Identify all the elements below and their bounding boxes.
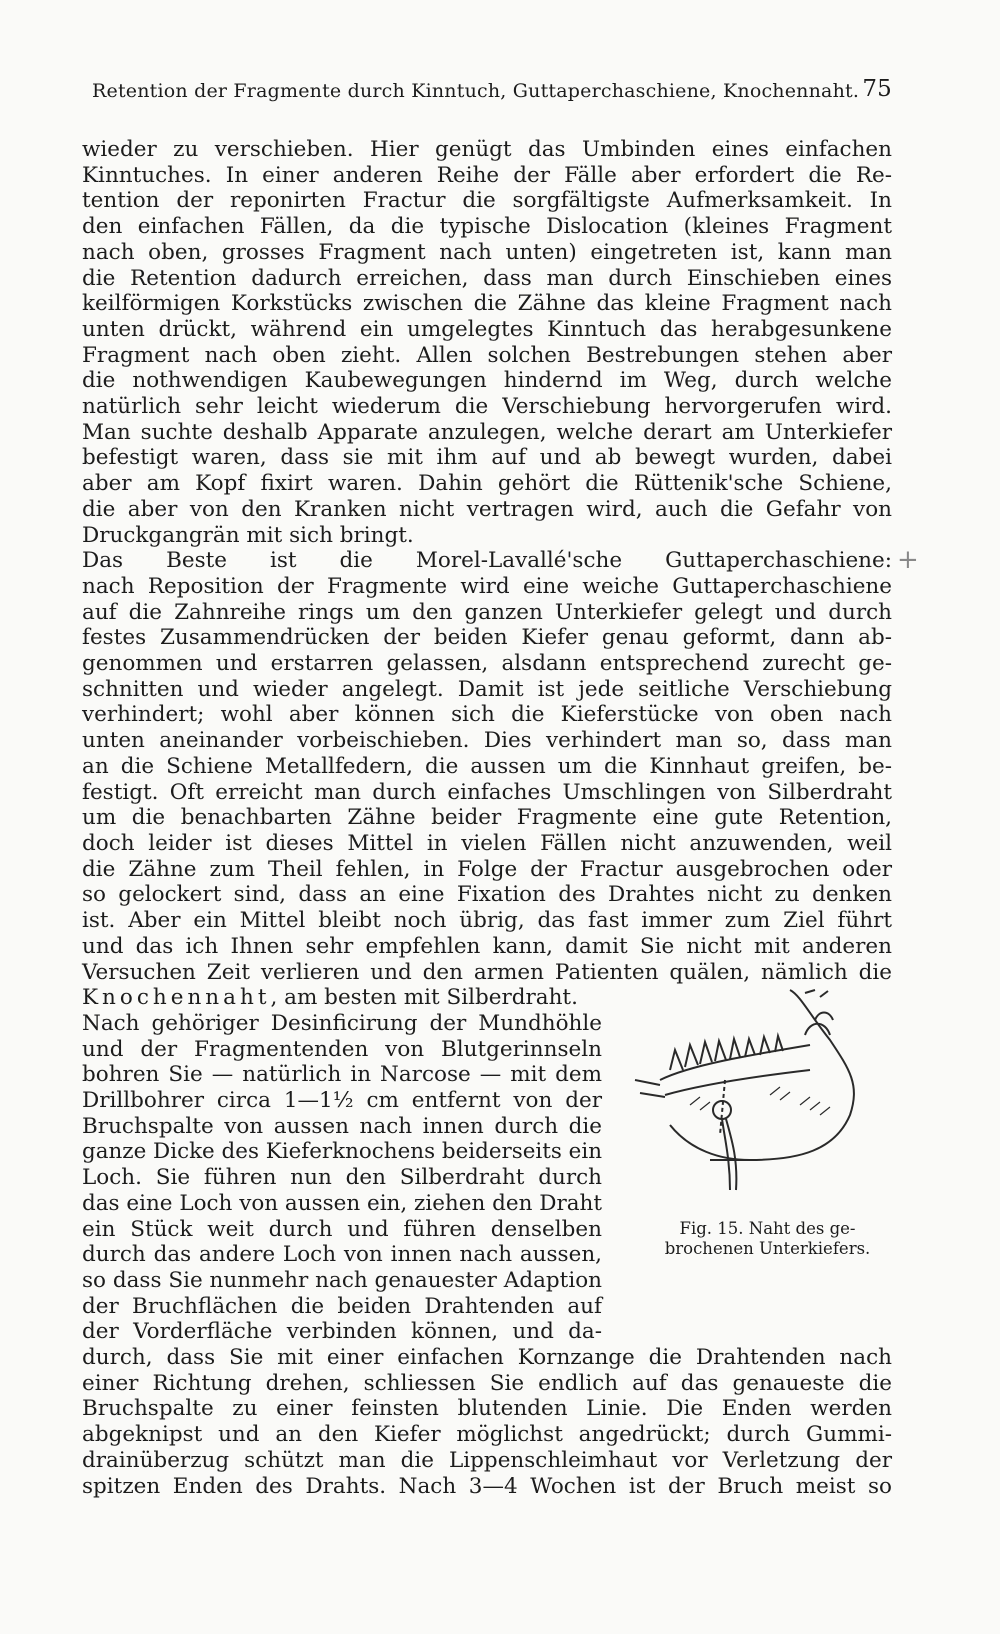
figure-caption-line-2: brochenen Unterkiefers. (664, 1239, 871, 1258)
text-line: genommen und erstarren gelassen, alsdann entsprechend zurecht ge- (82, 651, 892, 677)
text-line: Loch. Sie führen nun den Silberdraht durch (82, 1165, 602, 1191)
text-line: Kinntuches. In einer anderen Reihe der Fälle aber erfordert die Re- (82, 162, 892, 188)
text-line: nach Reposition der Fragmente wird eine weiche Guttaperchaschiene (82, 573, 892, 599)
text-line: natürlich sehr leicht wiederum die Verschiebung hervorgerufen wird. (82, 394, 892, 420)
text-line: keilförmigen Korkstücks zwischen die Zähne das kleine Fragment nach (82, 291, 892, 317)
text-line: der Vorderfläche verbinden können, und da- (82, 1319, 602, 1345)
text-line: Druckgangrän mit sich bringt. (82, 522, 414, 548)
text-line: Bruchspalte zu einer feinsten blutenden Linie. Die Enden werden (82, 1396, 892, 1422)
jaw-illustration (630, 985, 905, 1215)
text-line: nach oben, grosses Fragment nach unten) eingetreten ist, kann man (82, 239, 892, 265)
text-line: auf die Zahnreihe rings um den ganzen Unterkiefer gelegt und durch (82, 599, 892, 625)
text-line: an die Schiene Metallfedern, die aussen um die Kinnhaut greifen, be- (82, 753, 892, 779)
text-line: unten drückt, während ein umgelegtes Kinntuch das herabgesunkene (82, 316, 892, 342)
figure-caption-line-1: Fig. 15. Naht des ge- (679, 1219, 856, 1238)
text-line: das eine Loch von aussen ein, ziehen den Draht (82, 1190, 602, 1216)
text-line: doch leider ist dieses Mittel in vielen Fällen nicht anzuwenden, weil (82, 830, 892, 856)
text-line: festes Zusammendrücken der beiden Kiefer genau geformt, dann ab- (82, 625, 892, 651)
text-line: Fragment nach oben zieht. Allen solchen Bestrebungen stehen aber (82, 342, 892, 368)
text-line: den einfachen Fällen, da die typische Dislocation (kleines Fragment (82, 214, 892, 240)
text-line: festigt. Oft erreicht man durch einfaches Umschlingen von Silberdraht (82, 779, 892, 805)
text-line: ganze Dicke des Kieferknochens beiderseits ein (82, 1139, 602, 1165)
text-line: Das Beste ist die Morel-Lavallé'sche Guttaperchaschiene: (82, 548, 892, 574)
figure-15 (630, 985, 905, 1259)
text-line: der Bruchflächen die beiden Drahtenden auf (82, 1293, 602, 1319)
text-line: um die benachbarten Zähne beider Fragmente eine gute Retention, (82, 805, 892, 831)
text-line: aber am Kopf fixirt waren. Dahin gehört die Rüttenik'sche Schiene, (82, 471, 892, 497)
text-line: drainüberzug schützt man die Lippenschleimhaut vor Verletzung der (82, 1447, 892, 1473)
text-line: ein Stück weit durch und führen denselben (82, 1216, 602, 1242)
text-line: schnitten und wieder angelegt. Damit ist jede seitliche Verschiebung (82, 676, 892, 702)
running-header (92, 76, 892, 102)
text-line: die aber von den Kranken nicht vertragen wird, auch die Gefahr von (82, 496, 892, 522)
text-line: einer Richtung drehen, schliessen Sie endlich auf das genaueste die (82, 1370, 892, 1396)
running-title: Retention der Fragmente durch Kinntuch, Guttaperchaschiene, Knochennaht. (92, 80, 860, 102)
text-line: die Retention dadurch erreichen, dass man durch Einschieben eines (82, 265, 892, 291)
text-line: so gelockert sind, dass an eine Fixation des Drahtes nicht zu denken (82, 882, 892, 908)
body-text (82, 137, 892, 1499)
text-line: bohren Sie — natürlich in Narcose — mit dem (82, 1062, 602, 1088)
text-line: Drillbohrer circa 1—1½ cm entfernt von der (82, 1088, 602, 1114)
text-line: verhindert; wohl aber können sich die Kieferstücke von oben nach (82, 702, 892, 728)
margin-cross-mark: + (897, 545, 919, 575)
text-line: und das ich Ihnen sehr empfehlen kann, damit Sie nicht mit anderen (82, 933, 892, 959)
text-line: die nothwendigen Kaubewegungen hindernd im Weg, durch welche (82, 368, 892, 394)
text-line: Versuchen Zeit verlieren und den armen Patienten quälen, nämlich die (82, 959, 892, 985)
text-line: tention der reponirten Fractur die sorgfältigste Aufmerksamkeit. In (82, 188, 892, 214)
text-line: und der Fragmentenden von Blutgerinnseln (82, 1036, 602, 1062)
text-line: durch das andere Loch von innen nach aussen, (82, 1242, 602, 1268)
text-line: Knochennaht, am besten mit Silberdraht. (82, 985, 578, 1011)
text-line: unten aneinander vorbeischieben. Dies verhindert man so, dass man (82, 728, 892, 754)
text-line: Man suchte deshalb Apparate anzulegen, welche derart am Unterkiefer (82, 419, 892, 445)
text-line: ist. Aber ein Mittel bleibt noch übrig, das fast immer zum Ziel führt (82, 908, 892, 934)
text-line: wieder zu verschieben. Hier genügt das Umbinden eines einfachen (82, 137, 892, 162)
text-line: so dass Sie nunmehr nach genauester Adaption (82, 1267, 602, 1293)
text-line: durch, dass Sie mit einer einfachen Kornzange die Drahtenden nach (82, 1345, 892, 1371)
page-number: 75 (862, 76, 892, 102)
text-line: abgeknipst und an den Kiefer möglichst angedrückt; durch Gummi- (82, 1422, 892, 1448)
text-line: befestigt waren, dass sie mit ihm auf und ab bewegt wurden, dabei (82, 445, 892, 471)
text-line: Bruchspalte von aussen nach innen durch die (82, 1113, 602, 1139)
text-line: Nach gehöriger Desinficirung der Mundhöhle (82, 1010, 602, 1036)
text-line: die Zähne zum Theil fehlen, in Folge der Fractur ausgebrochen oder (82, 856, 892, 882)
text-line: spitzen Enden des Drahts. Nach 3—4 Wochen ist der Bruch meist so (82, 1473, 892, 1499)
